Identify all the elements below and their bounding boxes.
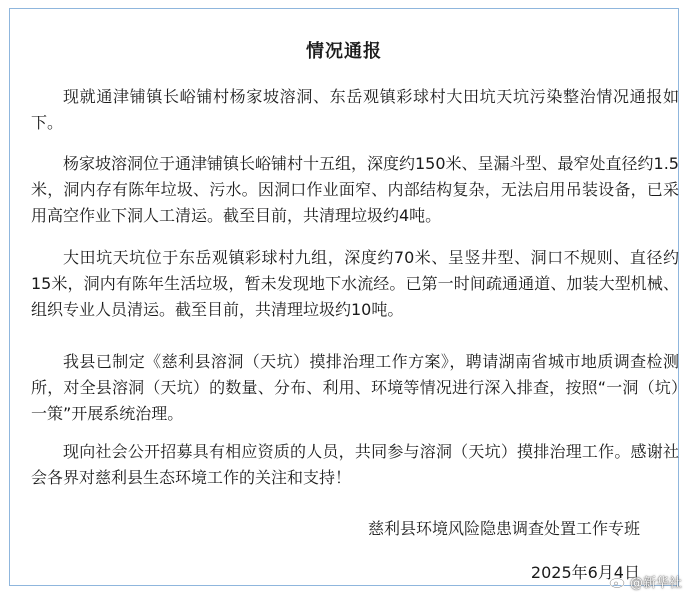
- notice-frame: [9, 8, 679, 586]
- weibo-icon: [609, 575, 627, 588]
- issue-date: 2025年6月4日: [530, 563, 640, 582]
- notice-title: 情况通报: [306, 41, 382, 62]
- signature: 慈利县环境风险隐患调查处置工作专班: [367, 519, 640, 538]
- paragraph-intro: 现就通津铺镇长峪铺村杨家坡溶洞、东岳观镇彩球村大田坑天坑污染整治情况通报如下。: [31, 87, 679, 132]
- paragraph-yangjiapo-cave: 杨家坡溶洞位于通津铺镇长峪铺村十五组，深度约150米、呈漏斗型、最窄处直径约1.5米，洞内存有陈年垃圾、污水。因洞口作业面窄、内部结构复杂，无法启用吊装设备，已采用高空作业下洞人工清运。截至目前，共清理垃圾约4吨。: [31, 154, 679, 225]
- paragraph-treatment-plan: 我县已制定《慈利县溶洞（天坑）摸排治理工作方案》，聘请湖南省城市地质调查检测所，对全县溶洞（天坑）的数量、分布、利用、环境等情况进行深入排查，按照“一洞（坑）一策”开展系统治理。: [31, 352, 679, 423]
- source-watermark: [609, 572, 682, 591]
- paragraph-recruitment: 现向社会公开招募具有相应资质的人员，共同参与溶洞（天坑）摸排治理工作。感谢社会各界对慈利县生态环境工作的关注和支持！: [31, 442, 679, 487]
- watermark-text: @新华社: [629, 576, 682, 591]
- paragraph-datiankeng-sinkhole: 大田坑天坑位于东岳观镇彩球村九组，深度约70米、呈竖井型、洞口不规则、直径约15米，洞内有陈年生活垃圾，暂未发现地下水流经。已第一时间疏通通道、加装大型机械、组织专业人员清运。截至目前，共清理垃圾约10吨。: [31, 248, 679, 319]
